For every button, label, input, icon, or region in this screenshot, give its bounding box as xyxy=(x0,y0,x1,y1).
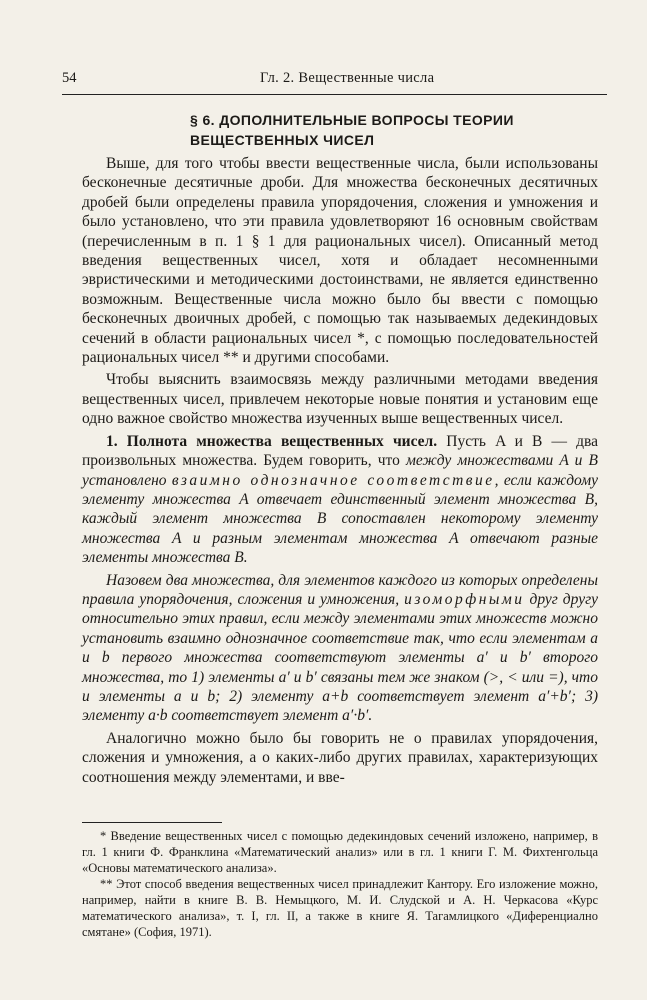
running-head xyxy=(62,70,597,90)
paragraph-completeness-intro: Пусть A и B — два произвольных множества. Будем говорить, что xyxy=(82,432,598,470)
footnote-rule xyxy=(82,822,222,823)
footnote-2: ** Этот способ введения вещественных чисел принадлежит Кантору. Его изложение можно, например, найти в книге В. В. Немыцкого, М. И. Слудской и А. Н. Черкасова «Курс математического анализа», т. I, гл. II, а также в книге Я. Тагамлицкого «Диференциално смятане» (София, 1971). xyxy=(82,877,598,939)
definition-isomorphism-body: друг другу относительно этих правил, если между элементами этих множеств можно установить взаимно однозначное соответствие так, что если элементам a и b первого множества соответствуют элементы a′ и b′ второго множества, то 1) элементы a′ и b′ связаны тем же знаком (>, < или =), что и элементы a и b; 2) элементу a+b соответствует элемент a′+b′; 3) элементу a·b соответствует элемент a′·b′. xyxy=(82,590,598,725)
definition-one-to-one-lead: между множествами A и B установлено xyxy=(82,452,598,489)
footnote-1: * Введение вещественных чисел с помощью дедекиндовых сечений изложено, например, в гл. 1 книги Ф. Франклина «Математический анализ» или в гл. 1 книги Г. М. Фихтенгольца «Основы математического анализа». xyxy=(82,829,598,875)
chapter-title: Гл. 2. Вещественные числа xyxy=(260,70,435,86)
paragraph-completeness xyxy=(82,432,598,568)
term-isomorphic: изоморфными xyxy=(404,590,525,608)
definition-isomorphism xyxy=(82,572,598,725)
definition-isomorphism-lead: Назовем два множества, для элементов каждого из которых определены правила упорядочения, сложения и умножения, xyxy=(82,571,598,608)
page-number: 54 xyxy=(62,70,77,86)
body-text xyxy=(82,154,598,787)
subsection-title: 1. Полнота множества вещественных чисел. xyxy=(106,432,438,450)
paragraph-intro: Выше, для того чтобы ввести вещественные числа, были использованы бесконечные десятичные дроби. Для множества бесконечных десятичных дробей были определены правила упорядочения, сложения и умножения и было установлено, что эти правила удовлетворяют 16 основным свойствам (перечисленным в п. 1 § 1 для рациональных чисел). Описанный метод введения вещественных чисел, хотя и обладает несомненными эвристическими и методическими достоинствами, не является единственно возможным. Вещественные числа можно было бы ввести с помощью бесконечных двоичных дробей, с помощью так называемых дедекиндовых сечений в области рациональных чисел *, с помощью последовательностей рациональных чисел ** и другими способами. xyxy=(82,155,598,367)
paragraph-second: Чтобы выяснить взаимосвязь между различными методами введения вещественных чисел, привлечем некоторые новые понятия и установим еще одно важное свойство множества изученных выше вещественных чисел. xyxy=(82,371,598,428)
footnotes xyxy=(82,828,598,940)
term-one-to-one: взаимно однозначное соответствие xyxy=(171,471,495,489)
definition-one-to-one-body: , если каждому элементу множества A отвечает единственный элемент множества B, каждый элемент множества B сопоставлен некоторому элементу множества A и разным элементам множества A отвечают разные элементы множества B. xyxy=(82,471,598,567)
section-title-line-1: § 6. ДОПОЛНИТЕЛЬНЫЕ ВОПРОСЫ ТЕОРИИ xyxy=(190,112,514,128)
section-heading xyxy=(190,110,580,150)
definition-one-to-one xyxy=(82,452,598,566)
section-title-line-2: ВЕЩЕСТВЕННЫХ ЧИСЕЛ xyxy=(190,132,375,148)
paragraph-isomorphism xyxy=(82,571,598,726)
paragraph-last: Аналогично можно было бы говорить не о правилах упорядочения, сложения и умножения, а о каких-либо других правилах, характеризующих соотношения между элементами, и вве- xyxy=(82,729,598,786)
header-rule xyxy=(62,94,607,95)
